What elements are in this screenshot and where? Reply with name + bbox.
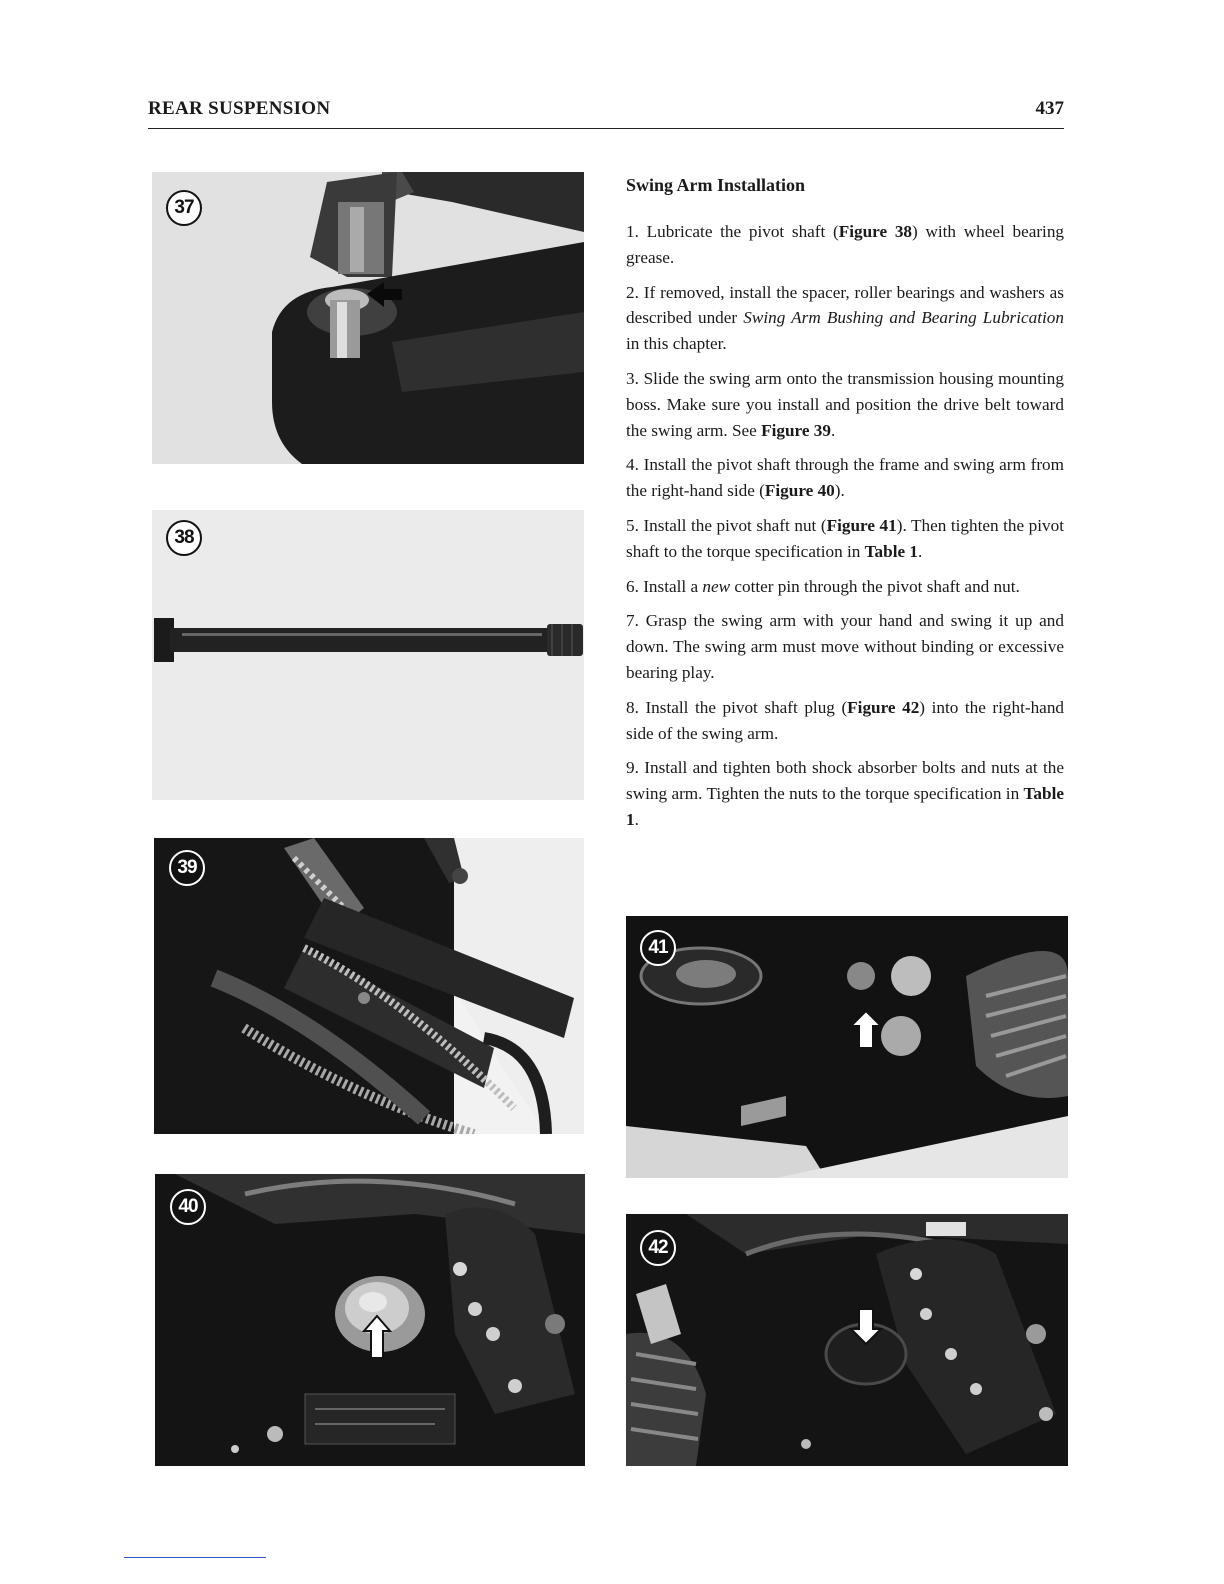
figure-41-label: 41 (640, 930, 676, 966)
instruction-column (626, 172, 1064, 842)
step-8: 8. Install the pivot shaft plug (Figure 42) into the right-hand side of the swing arm. (626, 697, 1065, 743)
step-1: 1. Lubricate the pivot shaft (Figure 38) with wheel bearing grease. (626, 222, 1065, 267)
step-2: 2. If removed, install the spacer, roller bearings and washers as described under Swing Arm Bushing and Bearing Lubrication in this chapter. (626, 282, 1064, 354)
step-3: 3. Slide the swing arm onto the transmission housing mounting boss. Make sure you install and position the drive belt toward the swing arm. See Figure 39. (626, 368, 1064, 440)
figure-40-label: 40 (170, 1189, 206, 1225)
figure-41-photo (626, 916, 1068, 1178)
figure-38-label: 38 (166, 520, 202, 556)
figure-40-photo (155, 1174, 585, 1466)
figure-39-image (154, 838, 584, 1134)
figure-39-photo (154, 838, 584, 1134)
section-title: REAR SUSPENSION (148, 98, 331, 119)
section-heading: Swing Arm Installation (626, 175, 806, 195)
figure-42-photo (626, 1214, 1068, 1466)
step-5: 5. Install the pivot shaft nut (Figure 41). Then tighten the pivot shaft to the torque specification in Table 1. (626, 515, 1065, 561)
steps-list (626, 219, 1064, 833)
figure-41-image (626, 916, 1068, 1178)
figure-42-image (626, 1214, 1068, 1466)
figure-37-image (152, 172, 584, 464)
running-head (148, 98, 1064, 129)
figure-38-image (152, 510, 584, 800)
footer-rule (124, 1557, 266, 1558)
step-6: 6. Install a new cotter pin through the pivot shaft and nut. (626, 576, 1020, 596)
figure-38-photo (152, 510, 584, 800)
figure-37-photo (152, 172, 584, 464)
step-4: 4. Install the pivot shaft through the frame and swing arm from the right-hand side (Figure 40). (626, 455, 1064, 501)
step-7: 7. Grasp the swing arm with your hand and swing it up and down. The swing arm must move without binding or excessive bearing play. (626, 611, 1064, 682)
figure-42-label: 42 (640, 1230, 676, 1266)
page-number: 437 (1035, 98, 1064, 119)
figure-39-label: 39 (169, 850, 205, 886)
figure-37-label: 37 (166, 190, 202, 226)
step-9: 9. Install and tighten both shock absorber bolts and nuts at the swing arm. Tighten the nuts to the torque specification in Table 1. (626, 758, 1064, 829)
figure-40-image (155, 1174, 585, 1466)
